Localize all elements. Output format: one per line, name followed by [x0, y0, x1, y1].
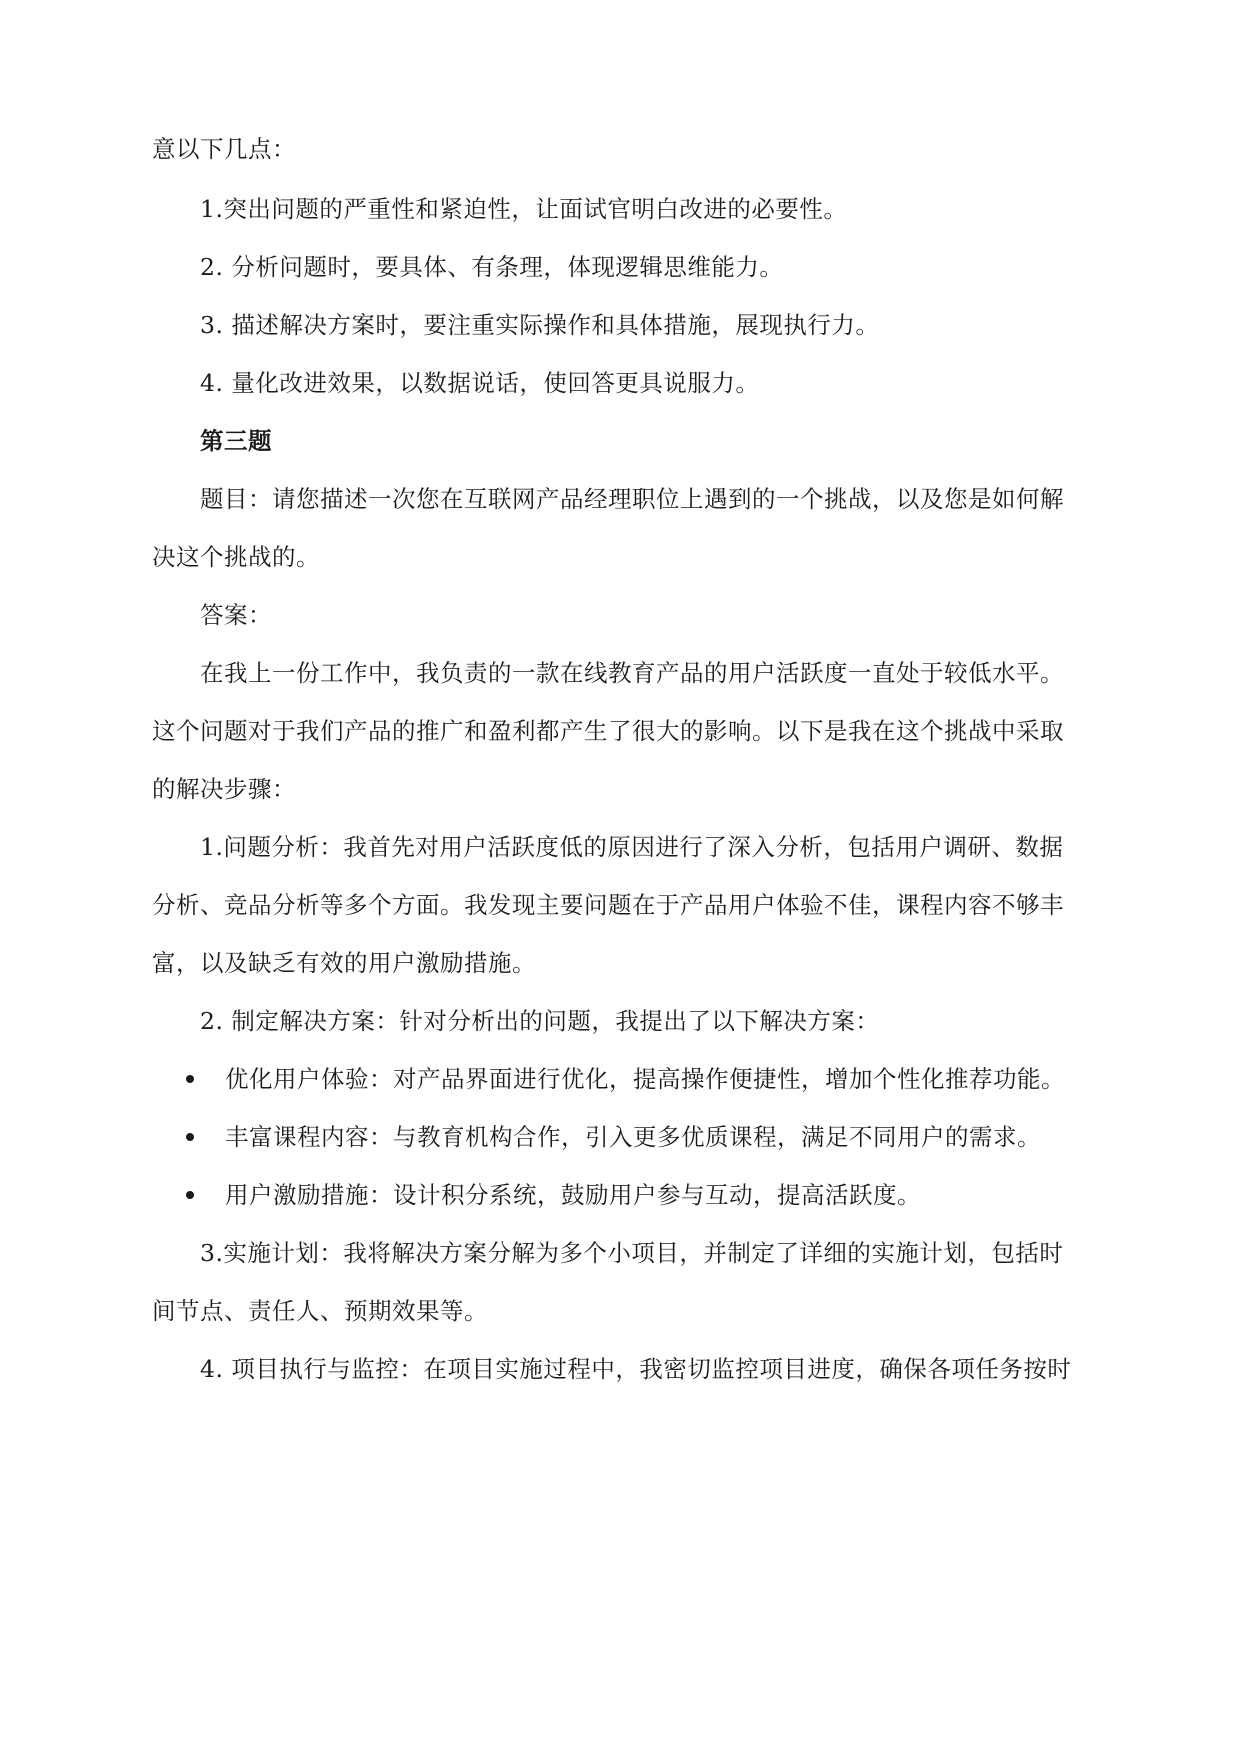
answer-label: 答案：: [200, 601, 272, 629]
paragraph-line: 4. 项目执行与监控：在项目实施过程中，我密切监控项目进度，确保各项任务按时: [200, 1355, 1072, 1383]
bullet-item: 优化用户体验：对产品界面进行优化，提高操作便捷性，增加个性化推荐功能。: [225, 1065, 1065, 1093]
paragraph-line: 在我上一份工作中，我负责的一款在线教育产品的用户活跃度一直处于较低水平。: [200, 659, 1064, 687]
paragraph-line: 富，以及缺乏有效的用户激励措施。: [152, 949, 536, 977]
bullet-icon: [186, 1075, 194, 1083]
list-item-2: 2. 分析问题时，要具体、有条理，体现逻辑思维能力。: [200, 253, 784, 281]
paragraph-line: 意以下几点：: [152, 135, 296, 163]
section-heading: 第三题: [200, 427, 272, 455]
question-line: 题目：请您描述一次您在互联网产品经理职位上遇到的一个挑战，以及您是如何解: [200, 485, 1064, 513]
paragraph-line: 的解决步骤：: [152, 775, 296, 803]
paragraph-line: 3.实施计划：我将解决方案分解为多个小项目，并制定了详细的实施计划，包括时: [200, 1239, 1064, 1267]
bullet-item: 丰富课程内容：与教育机构合作，引入更多优质课程，满足不同用户的需求。: [225, 1123, 1041, 1151]
paragraph-line: 1.问题分析：我首先对用户活跃度低的原因进行了深入分析，包括用户调研、数据: [200, 833, 1064, 861]
paragraph-line: 间节点、责任人、预期效果等。: [152, 1297, 488, 1325]
paragraph-line: 这个问题对于我们产品的推广和盈利都产生了很大的影响。以下是我在这个挑战中采取: [152, 717, 1064, 745]
bullet-icon: [186, 1133, 194, 1141]
bullet-item: 用户激励措施：设计积分系统，鼓励用户参与互动，提高活跃度。: [225, 1181, 921, 1209]
list-item-4: 4. 量化改进效果，以数据说话，使回答更具说服力。: [200, 369, 760, 397]
list-item-3: 3. 描述解决方案时，要注重实际操作和具体措施，展现执行力。: [200, 311, 880, 339]
paragraph-line: 2. 制定解决方案：针对分析出的问题，我提出了以下解决方案：: [200, 1007, 880, 1035]
question-line: 决这个挑战的。: [152, 543, 320, 571]
list-item-1: 1.突出问题的严重性和紧迫性，让面试官明白改进的必要性。: [200, 195, 848, 223]
paragraph-line: 分析、竞品分析等多个方面。我发现主要问题在于产品用户体验不佳，课程内容不够丰: [152, 891, 1064, 919]
bullet-icon: [186, 1191, 194, 1199]
